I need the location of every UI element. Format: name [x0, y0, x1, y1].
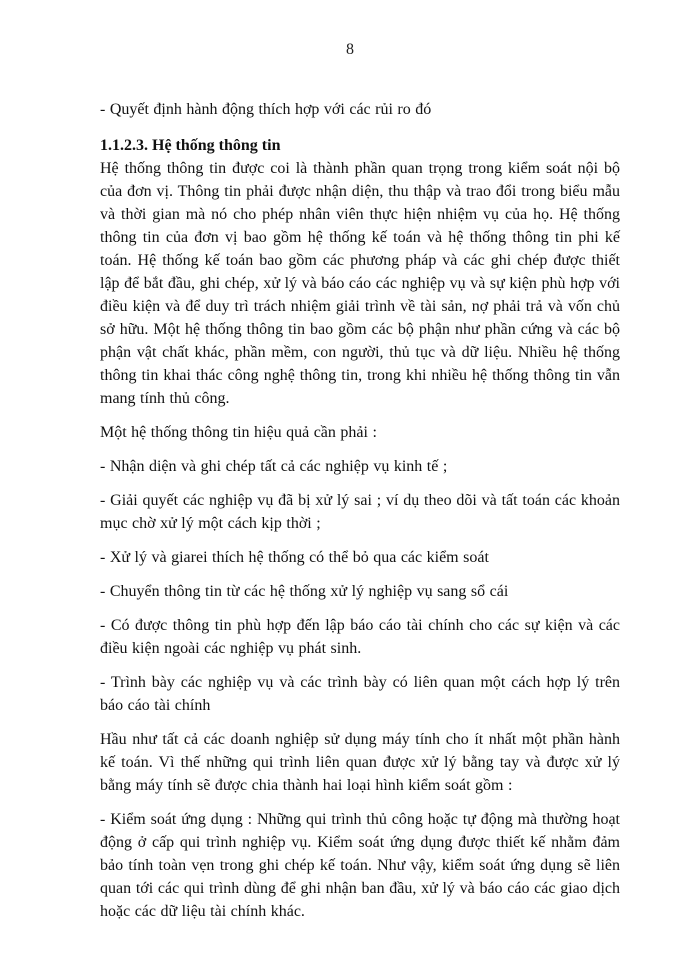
page-number: 8	[346, 41, 354, 58]
document-body	[100, 98, 620, 923]
section-paragraph: Hệ thống thông tin được coi là thành phần quan trọng trong kiểm soát nội bộ của đơn vị. Thông tin phải được nhận diện, thu thập và trao đổi trong biểu mẫu và thời gian mà nó cho phép nhân viên thực hiện nhiệm vụ của họ. Hệ thống thông tin của đơn vị bao gồm hệ thống kế toán và hệ thống thông tin phi kế toán. Hệ thống kế toán bao gồm các phương pháp và các ghi chép được thiết lập để bắt đầu, ghi chép, xử lý và báo cáo các nghiệp vụ và sự kiện phù hợp với điều kiện và để duy trì trách nhiệm giải trình về tài sản, nợ phải trả và vốn chủ sở hữu. Một hệ thống thông tin bao gồm các bộ phận như phần cứng và các bộ phận vật chất khác, phần mềm, con người, thủ tục và dữ liệu. Nhiều hệ thống thông tin khai thác công nghệ thông tin, trong khi nhiều hệ thống thông tin vẫn mang tính thủ công.	[100, 160, 620, 407]
computing-paragraph: Hầu như tất cả các doanh nghiệp sử dụng máy tính cho ít nhất một phần hành kế toán. Vì thế những qui trình liên quan được xử lý bằng tay và được xử lý bằng máy tính sẽ được chia thành hai loại hình kiểm soát gồm :	[100, 731, 620, 794]
application-control-paragraph: - Kiểm soát ứng dụng : Những qui trình thủ công hoặc tự động mà thường hoạt động ở cấp qui trình nghiệp vụ. Kiểm soát ứng dụng được thiết kế nhằm đảm bảo tính toàn vẹn trong ghi chép kế toán. Như vậy, kiểm soát ứng dụng sẽ liên quan tới các qui trình dùng để ghi nhận ban đầu, xử lý và báo cáo các giao dịch hoặc các dữ liệu tài chính khác.	[100, 811, 620, 920]
requirement-item: - Giải quyết các nghiệp vụ đã bị xử lý sai ; ví dụ theo dõi và tất toán các khoản mục chờ xử lý một cách kịp thời ;	[100, 492, 620, 532]
requirement-item: - Trình bày các nghiệp vụ và các trình bày có liên quan một cách hợp lý trên báo cáo tài chính	[100, 674, 620, 714]
requirement-item: - Có được thông tin phù hợp đến lập báo cáo tài chính cho các sự kiện và các điều kiện ngoài các nghiệp vụ phát sinh.	[100, 617, 620, 657]
requirement-item: - Chuyển thông tin từ các hệ thống xử lý nghiệp vụ sang sổ cái	[100, 583, 509, 600]
requirement-item: - Nhận diện và ghi chép tất cả các nghiệp vụ kinh tế ;	[100, 458, 448, 475]
section-heading: 1.1.2.3. Hệ thống thông tin	[100, 137, 281, 154]
intro-bullet: - Quyết định hành động thích hợp với các rủi ro đó	[100, 101, 432, 118]
requirement-item: - Xử lý và giarei thích hệ thống có thể bỏ qua các kiểm soát	[100, 549, 489, 566]
requirements-intro: Một hệ thống thông tin hiệu quả cần phải :	[100, 424, 377, 441]
